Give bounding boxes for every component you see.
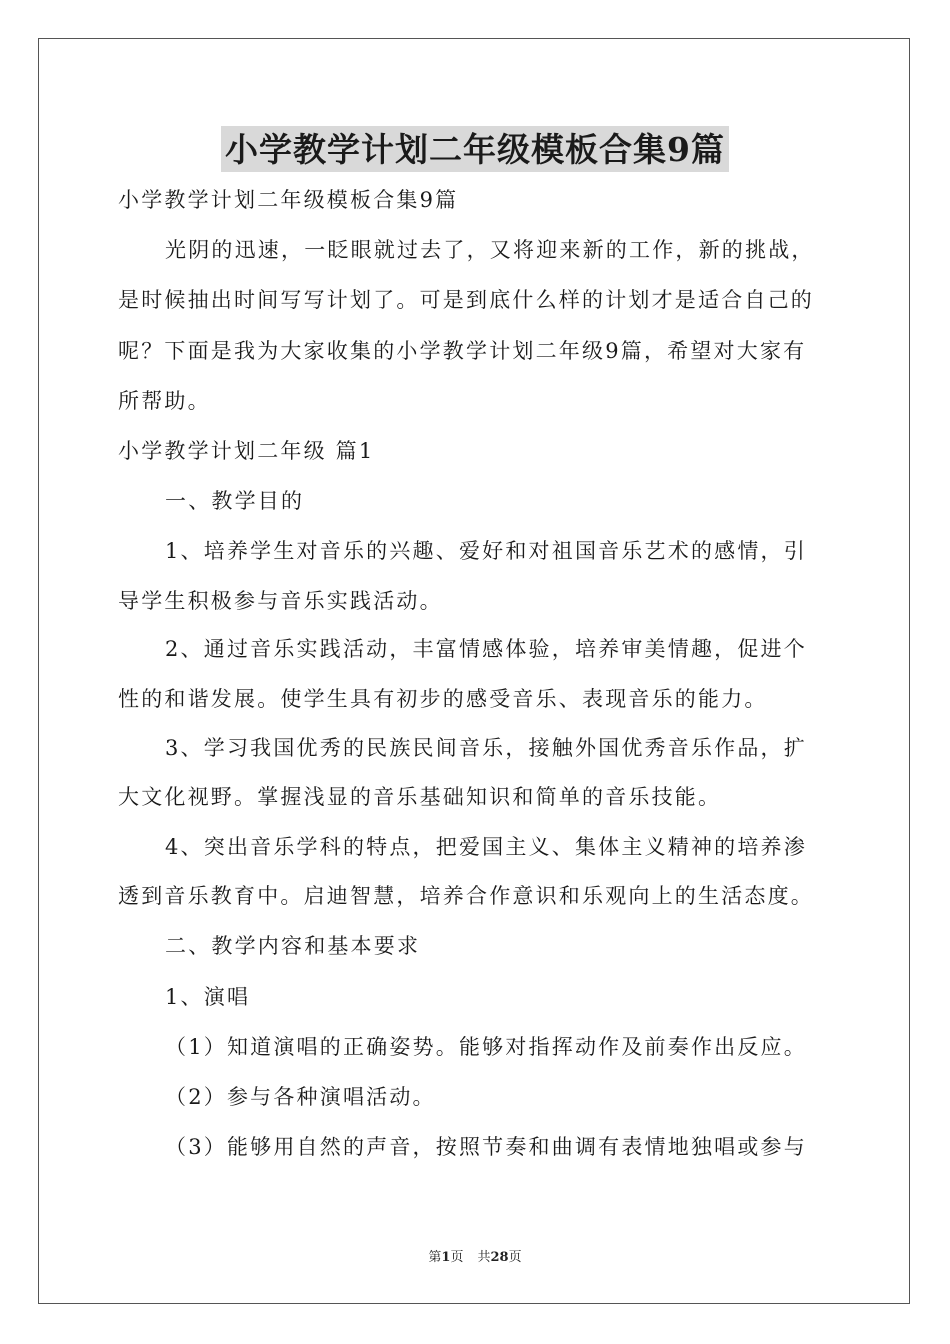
paragraph-line: 3、学习我国优秀的民族民间音乐，接触外国优秀音乐作品，扩 <box>165 736 807 760</box>
paragraph-line: 是时候抽出时间写写计划了。可是到底什么样的计划才是适合自己的 <box>118 288 814 312</box>
paragraph-line: 2、通过音乐实践活动，丰富情感体验，培养审美情趣，促进个 <box>165 637 807 661</box>
paragraph-line: 大文化视野。掌握浅显的音乐基础知识和简单的音乐技能。 <box>118 785 722 809</box>
document-title: 小学教学计划二年级模板合集9篇 <box>221 126 729 172</box>
footer-total-suffix: 页 <box>508 1250 522 1265</box>
footer-page-total: 28 <box>490 1250 509 1265</box>
paragraph-line: 所帮助。 <box>118 389 211 413</box>
list-item: （2）参与各种演唱活动。 <box>165 1085 436 1109</box>
paragraph-line: 透到音乐教育中。启迪智慧，培养合作意识和乐观向上的生活态度。 <box>118 884 814 908</box>
footer-page-prefix: 第 <box>428 1250 442 1265</box>
subtitle-line: 小学教学计划二年级模板合集9篇 <box>118 188 459 212</box>
title-wrap <box>0 126 950 172</box>
paragraph-line: 光阴的迅速，一眨眼就过去了，又将迎来新的工作，新的挑战， <box>165 238 815 262</box>
page-border <box>38 38 910 1304</box>
paragraph-line: 导学生积极参与音乐实践活动。 <box>118 589 443 613</box>
paragraph-line: 4、突出音乐学科的特点，把爱国主义、集体主义精神的培养渗 <box>165 835 807 859</box>
list-item: （1）知道演唱的正确姿势。能够对指挥动作及前奏作出反应。 <box>165 1035 807 1059</box>
list-item: （3）能够用自然的声音，按照节奏和曲调有表情地独唱或参与 <box>165 1135 807 1159</box>
paragraph-line: 呢？下面是我为大家收集的小学教学计划二年级9篇，希望对大家有 <box>118 339 807 363</box>
paragraph-line: 1、培养学生对音乐的兴趣、爱好和对祖国音乐艺术的感情，引 <box>165 539 807 563</box>
subsection-heading: 二、教学内容和基本要求 <box>165 934 421 958</box>
subsection-heading: 1、演唱 <box>165 985 251 1009</box>
subsection-heading: 一、教学目的 <box>165 489 305 513</box>
footer-page-suffix: 页 <box>450 1250 464 1265</box>
paragraph-line: 性的和谐发展。使学生具有初步的感受音乐、表现音乐的能力。 <box>118 687 768 711</box>
footer-total-prefix: 共 <box>477 1250 491 1265</box>
page-footer <box>0 1246 950 1265</box>
footer-page-current: 1 <box>441 1250 451 1265</box>
section-heading: 小学教学计划二年级 篇1 <box>118 439 375 463</box>
